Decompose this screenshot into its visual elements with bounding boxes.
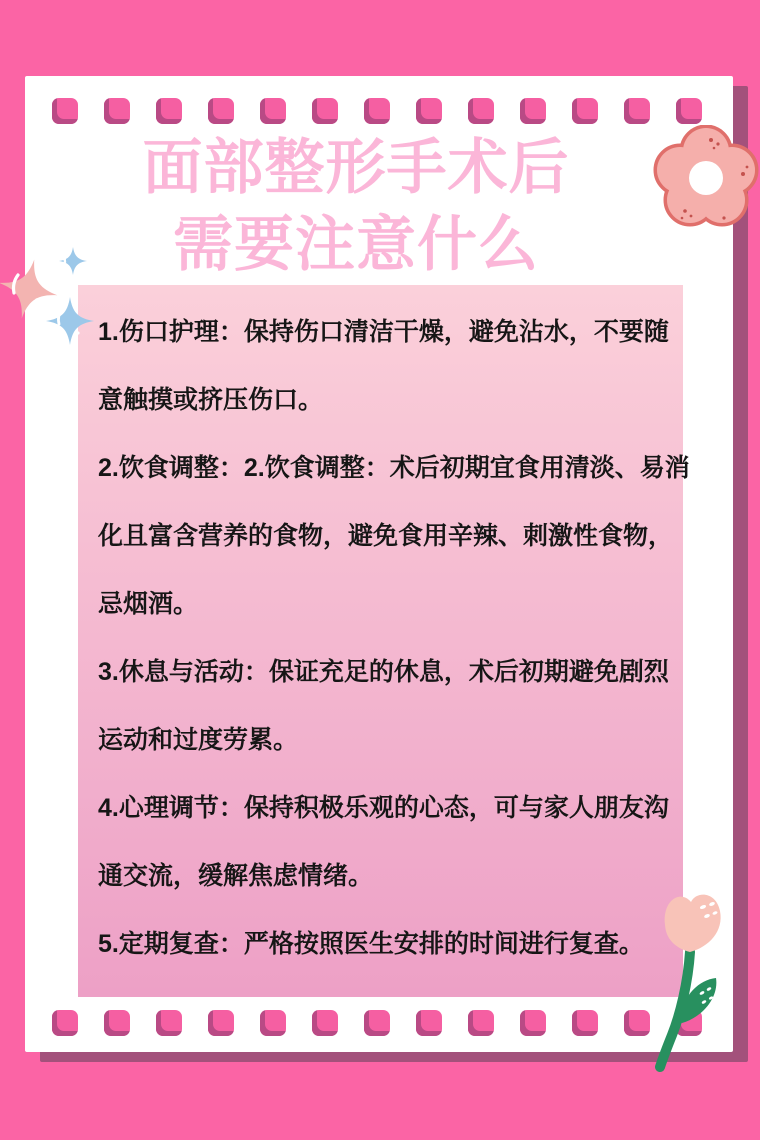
care-instruction-line: 4.心理调节：保持积极乐观的心态，可与家人朋友沟 <box>98 794 669 822</box>
film-perforation <box>520 98 546 124</box>
care-instruction-line: 化且富含营养的食物，避免食用辛辣、刺激性食物， <box>98 522 674 550</box>
film-perforation <box>520 1010 546 1036</box>
care-instruction-line: 3.休息与活动：保证充足的休息，术后初期避免剧烈 <box>98 658 669 686</box>
film-perforation <box>416 1010 442 1036</box>
film-perforation <box>156 1010 182 1036</box>
film-perforation <box>364 1010 390 1036</box>
film-perforation <box>260 1010 286 1036</box>
film-perforation <box>676 1010 702 1036</box>
film-perforation <box>468 1010 494 1036</box>
film-perforation <box>624 1010 650 1036</box>
care-instruction-line: 忌烟酒。 <box>98 590 199 618</box>
film-perforation <box>312 1010 338 1036</box>
film-perforation <box>260 98 286 124</box>
poster-title-line1: 面部整形手术后 <box>142 134 570 201</box>
film-perforation <box>416 98 442 124</box>
film-perforation <box>676 98 702 124</box>
film-perforation <box>208 98 234 124</box>
care-instruction-line: 2.饮食调整：2.饮食调整：术后初期宜食用清淡、易消 <box>98 454 690 482</box>
care-instruction-line: 通交流，缓解焦虑情绪。 <box>98 862 374 890</box>
film-perforation <box>572 98 598 124</box>
care-instruction-line: 1.伤口护理：保持伤口清洁干燥，避免沾水，不要随 <box>98 318 669 346</box>
film-perforation-row-bottom <box>52 1010 702 1036</box>
film-perforation <box>572 1010 598 1036</box>
film-perforation-row-top <box>52 98 702 124</box>
care-instruction-line: 5.定期复查：严格按照医生安排的时间进行复查。 <box>98 930 644 958</box>
film-perforation <box>364 98 390 124</box>
poster-title <box>0 129 712 283</box>
film-perforation <box>468 98 494 124</box>
film-perforation <box>104 98 130 124</box>
care-instruction-line: 运动和过度劳累。 <box>98 726 299 754</box>
film-perforation <box>104 1010 130 1036</box>
film-perforation <box>52 98 78 124</box>
film-perforation <box>156 98 182 124</box>
care-instructions-text <box>78 285 690 978</box>
film-perforation <box>312 98 338 124</box>
film-perforation <box>52 1010 78 1036</box>
film-perforation <box>208 1010 234 1036</box>
care-instructions-panel <box>78 285 690 997</box>
film-perforation <box>624 98 650 124</box>
poster-title-line2: 需要注意什么 <box>173 211 539 278</box>
care-instruction-line: 意触摸或挤压伤口。 <box>98 386 324 414</box>
